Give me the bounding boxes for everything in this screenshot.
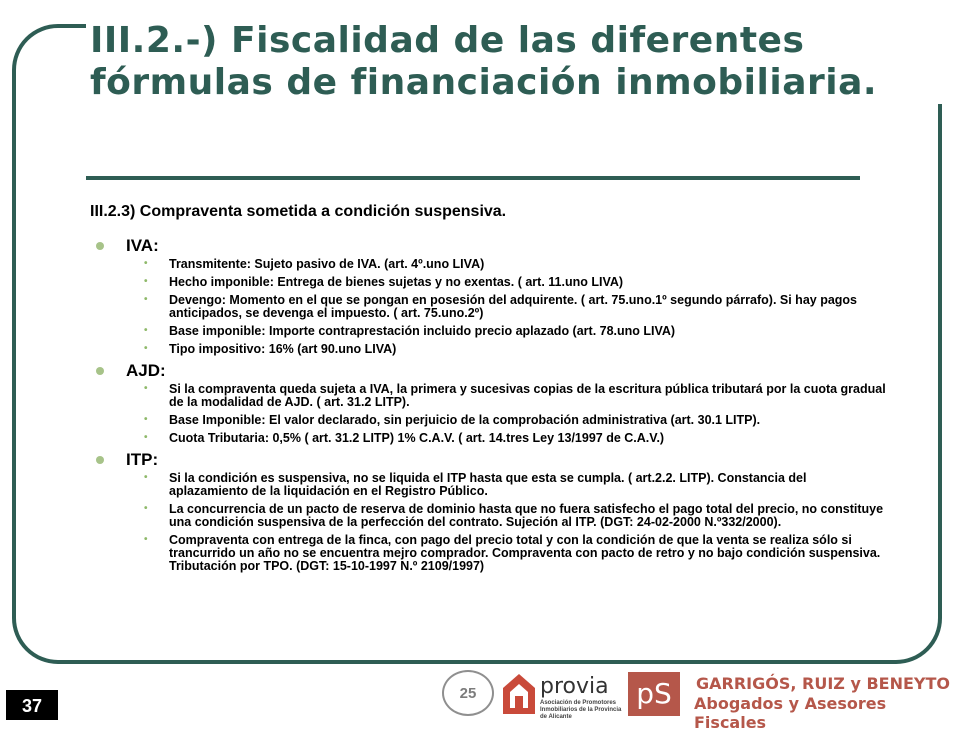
list-item: • Cuota Tributaria: 0,5% ( art. 31.2 LITP) 1% C.A.V. ( art. 14.tres Ley 13/1997 de C.A.V.) — [144, 431, 665, 445]
sub-bullet-icon: • — [144, 503, 148, 514]
section-subtitle: III.2.3) Compraventa sometida a condición suspensiva. — [90, 203, 507, 220]
footer-logos — [440, 664, 960, 732]
firm-monogram-logo: pS — [628, 672, 680, 716]
slide-title: III.2.-) Fiscalidad de las diferentes fórmulas de financiación inmobiliaria. — [86, 20, 950, 104]
sub-bullet-icon: • — [144, 414, 148, 425]
provia-logo-subtitle: Asociación de Promotores Inmobiliarios de la Provincia de Alicante — [540, 700, 622, 720]
list-item: • Base imponible: Importe contraprestación incluido precio aplazado (art. 78.uno LIVA) — [144, 324, 676, 338]
list-item: • Si la compraventa queda sujeta a IVA, la primera y sucesivas copias de la escritura pública tributará por la cuota gradual de la modalidad de AJD. ( art. 31.2 LITP). — [144, 382, 886, 409]
anniversary-seal-logo: 25 — [442, 670, 494, 716]
list-item: • Transmitente: Sujeto pasivo de IVA. (art. 4º.uno LIVA) — [144, 257, 485, 271]
bullet-icon — [96, 367, 104, 375]
sub-bullet-icon: • — [144, 294, 148, 305]
firm-tagline: Abogados y Asesores Fiscales — [694, 694, 887, 732]
sub-bullet-icon: • — [144, 325, 148, 336]
bullet-icon — [96, 242, 104, 250]
section-iva — [96, 236, 886, 356]
title-divider — [86, 176, 860, 180]
sub-bullet-icon: • — [144, 258, 148, 269]
item-list — [96, 383, 886, 445]
provia-logo-text: provia — [540, 674, 609, 699]
section-heading: IVA: — [96, 236, 886, 256]
list-item: • Base Imponible: El valor declarado, sin perjuicio de la comprobación administrativa (art. 30.1 LITP). — [144, 413, 761, 427]
section-heading: AJD: — [96, 361, 886, 381]
firm-name: GARRIGÓS, RUIZ y BENEYTO — [696, 674, 950, 693]
list-item: • Hecho imponible: Entrega de bienes sujetas y no exentas. ( art. 11.uno LIVA) — [144, 275, 624, 289]
list-item: • Si la condición es suspensiva, no se liquida el ITP hasta que esta se cumpla. ( art.2.2. LITP). Constancia del aplazamiento de la liquidación en el Registro Público. — [144, 471, 807, 498]
list-item: • Devengo: Momento en el que se pongan en posesión del adquirente. ( art. 75.uno.1º segundo párrafo). Si hay pagos anticipados, se devenga el impuesto. ( art. 75.uno.2º) — [144, 293, 858, 320]
provia-house-icon — [502, 672, 536, 716]
sub-bullet-icon: • — [144, 432, 148, 443]
section-ajd — [96, 361, 886, 445]
list-item: • La concurrencia de un pacto de reserva de dominio hasta que no fuera satisfecho el pago total del precio, no constituye una condición suspensiva de la perfección del contrato. Sujeción al ITP. (DGT: 24-02-2000 N.º332/2000). — [144, 502, 884, 529]
list-item: • Tipo impositivo: 16% (art 90.uno LIVA) — [144, 342, 397, 356]
content-body — [96, 236, 886, 578]
sub-bullet-icon: • — [144, 383, 148, 394]
section-itp — [96, 450, 886, 573]
bullet-icon — [96, 456, 104, 464]
sub-bullet-icon: • — [144, 343, 148, 354]
list-item: • Compraventa con entrega de la finca, con pago del precio total y con la condición de que la venta se realiza sólo si trancurrido un año no se encuentra mejro comprador. Compraventa con pacto de retro y no bajo condición suspensiva. Tributación por TPO. (DGT: 15-10-1997 N.º 2109/1997) — [144, 533, 881, 573]
sub-bullet-icon: • — [144, 472, 148, 483]
page-number: 37 — [6, 690, 58, 720]
sub-bullet-icon: • — [144, 534, 148, 545]
sub-bullet-icon: • — [144, 276, 148, 287]
item-list — [96, 472, 886, 573]
section-heading: ITP: — [96, 450, 886, 470]
item-list — [96, 258, 886, 356]
